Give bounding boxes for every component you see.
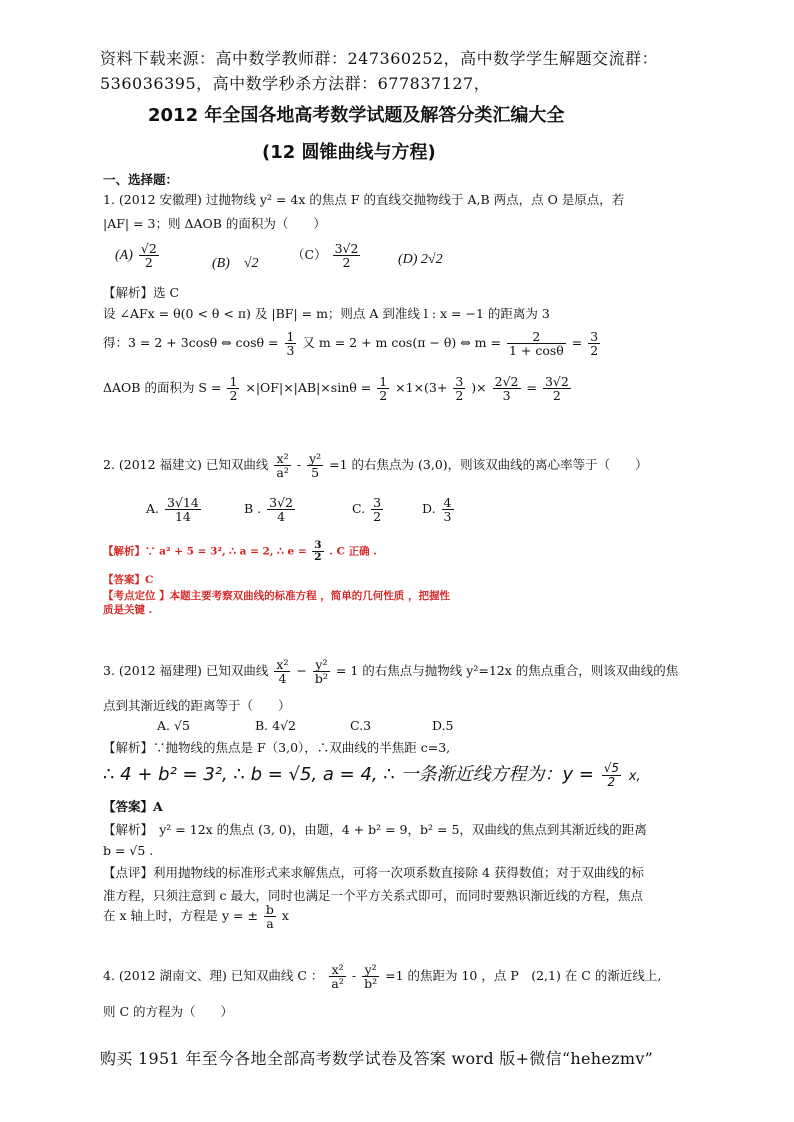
q1-step-1: 设 ∠AFx = θ(0 < θ < π) 及 |BF| = m；则点 A 到准线 l : x = −1 的距离为 3 bbox=[103, 306, 550, 321]
q1-step-3: ΔAOB 的面积为 S = $\frac{1}{2}$ ×|OF|×|AB|×sinθ = $\frac{1}{2}$ ×1×(3+ $\frac{3}{2}$ )× $\frac{2√2}{3}$ = $\frac{3√2}{2}$ bbox=[103, 374, 569, 404]
q3-dianping-line-2: 准方程，只须注意到 c 最大，同时也满足一个平方关系式即可，而同时要熟识渐近线的方程，焦点 bbox=[103, 888, 643, 903]
q1-analysis-label: 【解析】选 C bbox=[103, 285, 180, 300]
q3-option-a: A. √5 bbox=[157, 718, 190, 733]
document-title: 2012 年全国各地高考数学试题及解答分类汇编大全 bbox=[148, 105, 565, 126]
q2-option-d: D. $\frac{4}{3}$ bbox=[422, 495, 452, 525]
q1-stem-line-2: |AF| = 3；则 ΔAOB 的面积为（ ） bbox=[103, 216, 326, 231]
q2-answer: 【答案】C bbox=[103, 574, 154, 586]
q1-option-a: (A) $\frac{√2}{2}$ bbox=[115, 241, 157, 271]
q2-option-c: C. $\frac{3}{2}$ bbox=[352, 495, 382, 525]
q1-stem-line-1: 1. (2012 安徽理) 过抛物线 y² = 4x 的焦点 F 的直线交抛物线于 A,B 两点，点 O 是原点，若 bbox=[103, 192, 625, 207]
q3-analysis-1: 【解析】∵抛物线的焦点是 F（3,0），∴双曲线的半焦距 c=3, bbox=[103, 740, 451, 755]
q2-option-b: B . $\frac{3√2}{4}$ bbox=[244, 495, 293, 525]
q1-option-c: （C） $\frac{3√2}{2}$ bbox=[292, 241, 359, 271]
q3-analysis-2: ∴ 4 + b² = 3², ∴ b = √5, a = 4, ∴ 一条渐近线方程为：y = $\frac{√5}{2}$ x, bbox=[103, 760, 641, 789]
q2-kaodian-line-2: 质是关键 . bbox=[103, 604, 153, 616]
header-line-2: 536036395，高中数学秒杀方法群：677837127， bbox=[100, 74, 491, 93]
q1-option-b: (B) √2 bbox=[212, 256, 259, 271]
q3-jiexi-line-2: b = √5 . bbox=[103, 843, 154, 858]
q1-option-d: (D) 2√2 bbox=[398, 252, 443, 267]
section-heading: 一、选择题： bbox=[103, 172, 179, 187]
q2-stem: 2. (2012 福建文) 已知双曲线 $\frac{\text{x²}}{\text{a²}}$ - $\frac{\text{y²}}{5}$ =1 的右焦点为 (3,0)，则该双曲线的离心率等于（ ） bbox=[103, 451, 648, 481]
header-line-1: 资料下载来源：高中数学教师群：247360252，高中数学学生解题交流群： bbox=[100, 49, 659, 68]
document-subtitle: (12 圆锥曲线与方程) bbox=[262, 142, 436, 163]
q2-kaodian-line-1: 【考点定位 】本题主要考察双曲线的标准方程 ，简单的几何性质 ，把握性 bbox=[103, 590, 450, 602]
q3-answer: 【答案】A bbox=[103, 799, 163, 814]
q3-stem-line-1: 3. (2012 福建理) 已知双曲线 $\frac{\text{x²}}{4}$ − $\frac{\text{y²}}{\text{b²}}$ = 1 的右焦点与抛物线 y²=12x 的焦点重合，则该双曲线的焦 bbox=[103, 657, 679, 687]
q3-option-d: D.5 bbox=[432, 718, 454, 733]
q3-option-c: C.3 bbox=[350, 718, 372, 733]
q3-jiexi-line-1: 【解析】 y² = 12x 的焦点 (3, 0)，由题，4 + b² = 9，b² = 5，双曲线的焦点到其渐近线的距离 bbox=[103, 822, 647, 837]
q2-option-a: A. $\frac{3√14}{14}$ bbox=[146, 495, 199, 525]
q3-stem-line-2: 点到其渐近线的距离等于（ ） bbox=[103, 698, 291, 713]
q2-analysis: 【解析】∵ a² + 5 = 3², ∴ a = 2, ∴ e = $\frac{3}{2}$ . C 正确 . bbox=[103, 539, 377, 564]
footer-promo: 购买 1951 年至今各地全部高考数学试卷及答案 word 版+微信“hehezmv” bbox=[100, 1049, 654, 1068]
q3-dianping-line-1: 【点评】利用抛物线的标准形式来求解焦点，可将一次项系数直接除 4 获得数值；对于双曲线的标 bbox=[103, 865, 644, 880]
q4-stem-line-1: 4. (2012 湖南文、理) 已知双曲线 C ： $\frac{\text{x²}}{\text{a²}}$ - $\frac{\text{y²}}{\text{b²}}$ =1 的焦距为 10 ，点 P (2,1) 在 C 的渐近线上, bbox=[103, 962, 662, 992]
q3-dianping-line-3: 在 x 轴上时，方程是 y = ± $\frac{b}{a}$ x bbox=[103, 902, 289, 932]
q3-option-b: B. 4√2 bbox=[255, 718, 297, 733]
q4-stem-line-2: 则 C 的方程为（ ） bbox=[103, 1004, 234, 1019]
q1-step-2: 得：3 = 2 + 3cosθ ⇔ cosθ = $\frac{1}{3}$ 又 m = 2 + m cos(π − θ) ⇔ m = $\frac{2}{1 + \cos\theta}$ = $\frac{3}{2}$ bbox=[103, 329, 599, 359]
